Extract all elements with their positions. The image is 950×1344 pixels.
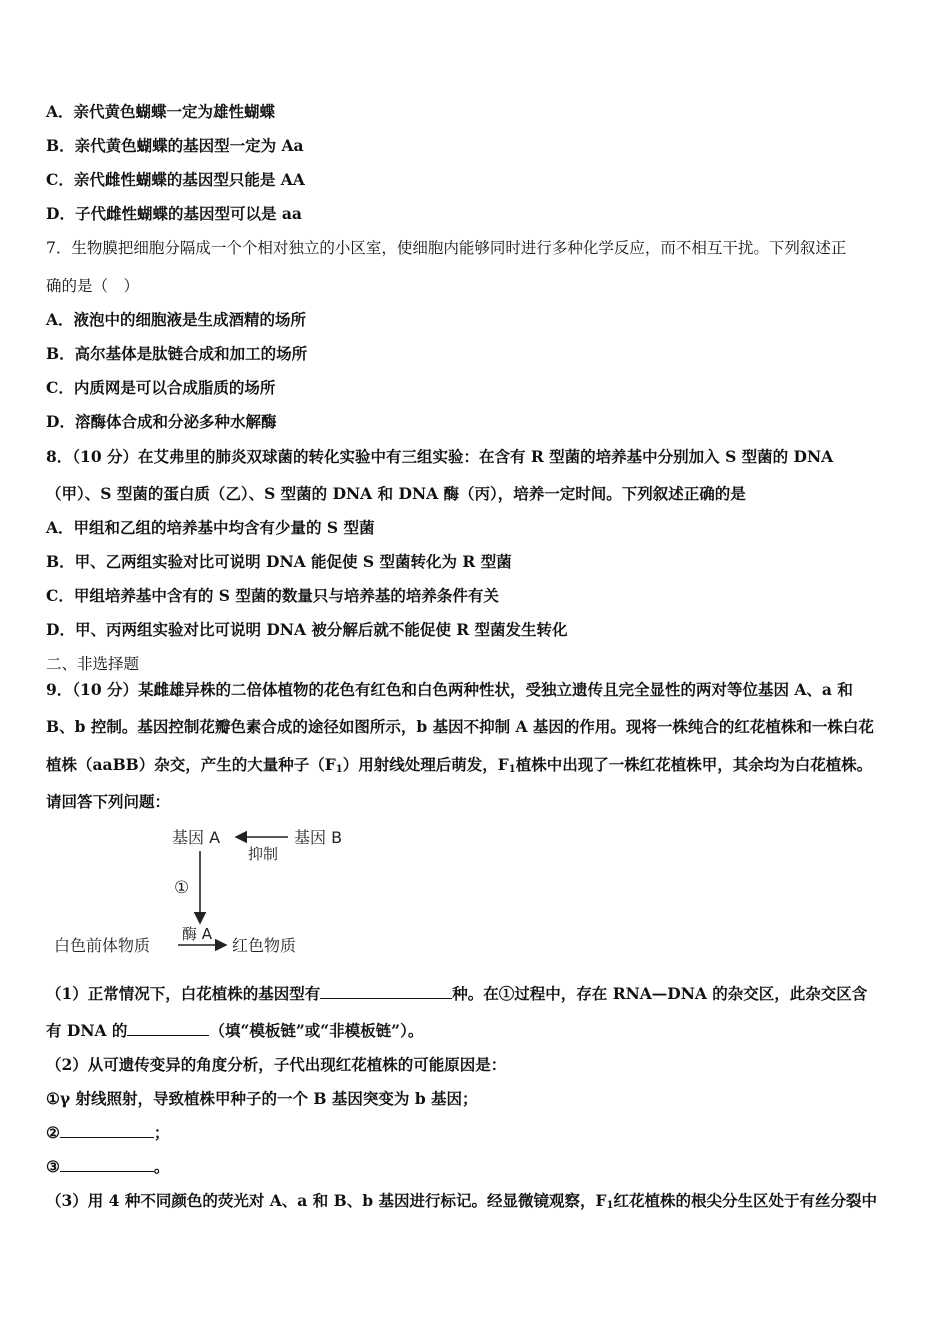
q9-part2-reason-1: ①γ 射线照射，导致植株甲种子的一个 B 基因突变为 b 基因； xyxy=(46,1089,478,1108)
q9-part2-heading: （2）从可遗传变异的角度分析，子代出现红花植株的可能原因是： xyxy=(46,1055,507,1074)
q8-option-c: C．甲组培养基中含有的 S 型菌的数量只与培养基的培养条件有关 xyxy=(46,586,499,605)
q9-part1-line2: 有 DNA 的 （填“模板链”或“非模板链”）。 xyxy=(46,1021,424,1040)
q9-part2-reason-2: ② ； xyxy=(46,1123,170,1142)
step-number: ① xyxy=(174,878,190,898)
pathway-diagram xyxy=(40,815,370,965)
q6-option-d: D．子代雌性蝴蝶的基因型可以是 aa xyxy=(46,204,302,223)
answer-blank-3[interactable] xyxy=(60,1123,154,1138)
answer-blank-4[interactable] xyxy=(60,1157,154,1172)
q9-part2-reason-3: ③ 。 xyxy=(46,1157,170,1176)
q7-option-d: D．溶酶体合成和分泌多种水解酶 xyxy=(46,412,277,431)
q9-stem-line4: 请回答下列问题： xyxy=(46,792,171,811)
section-heading: 二、非选择题 xyxy=(46,655,140,673)
q8-stem-line1: 8．（10 分）在艾弗里的肺炎双球菌的转化实验中有三组实验：在含有 R 型菌的培养基中分别加入 S 型菌的 DNA xyxy=(46,447,834,466)
red-substance-label: 红色物质 xyxy=(232,936,297,955)
q7-option-c: C．内质网是可以合成脂质的场所 xyxy=(46,378,276,397)
q9-part3-line1: （3）用 4 种不同颜色的荧光对 A、a 和 B、b 基因进行标记。经显微镜观察，$F_1$红花植株的根尖分生区处于有丝分裂中 xyxy=(46,1191,877,1211)
inhibit-label: 抑制 xyxy=(248,845,279,863)
q8-option-b: B．甲、乙两组实验对比可说明 DNA 能促使 S 型菌转化为 R 型菌 xyxy=(46,552,512,571)
gene-b-label: 基因 B xyxy=(294,828,343,847)
q9-stem-line2: B、b 控制。基因控制花瓣色素合成的途径如图所示，b 基因不抑制 A 基因的作用。现将一株纯合的红花植株和一株白花 xyxy=(46,717,874,736)
q6-option-c: C．亲代雌性蝴蝶的基因型只能是 AA xyxy=(46,170,305,189)
q7-stem-line2: 确的是（ ） xyxy=(46,277,140,295)
q7-option-b: B．高尔基体是肽链合成和加工的场所 xyxy=(46,344,308,363)
q8-option-a: A．甲组和乙组的培养基中均含有少量的 S 型菌 xyxy=(46,518,375,537)
enzyme-label: 酶 A xyxy=(182,925,213,943)
q6-option-b: B．亲代黄色蝴蝶的基因型一定为 Aa xyxy=(46,136,304,155)
q7-stem-line1: 7．生物膜把细胞分隔成一个个相对独立的小区室，使细胞内能够同时进行多种化学反应，而不相互干扰。下列叙述正 xyxy=(46,239,847,257)
white-precursor-label: 白色前体物质 xyxy=(54,936,151,955)
answer-blank-2[interactable] xyxy=(127,1021,209,1036)
q6-option-a: A．亲代黄色蝴蝶一定为雄性蝴蝶 xyxy=(46,102,276,121)
answer-blank-1[interactable] xyxy=(320,984,452,999)
q8-stem-line2: （甲）、S 型菌的蛋白质（乙）、S 型菌的 DNA 和 DNA 酶（丙），培养一定时间。下列叙述正确的是 xyxy=(46,484,746,503)
q9-part1-line1: （1）正常情况下，白花植株的基因型有 种。在①过程中，存在 RNA—DNA 的杂交区，此杂交区含 xyxy=(46,984,868,1003)
q9-stem-line1: 9．（10 分）某雌雄异株的二倍体植物的花色有红色和白色两种性状，受独立遗传且完全显性的两对等位基因 A、a 和 xyxy=(46,680,853,699)
q9-stem-line3: 植株（aaBB）杂交，产生的大量种子$(F_1)$用射线处理后萌发，$F_1$植株中出现了一株红花植株甲，其余均为白花植株。 xyxy=(46,755,873,775)
q8-option-d: D．甲、丙两组实验对比可说明 DNA 被分解后就不能促使 R 型菌发生转化 xyxy=(46,620,568,639)
q7-option-a: A．液泡中的细胞液是生成酒精的场所 xyxy=(46,310,307,329)
gene-a-label: 基因 A xyxy=(172,828,221,847)
